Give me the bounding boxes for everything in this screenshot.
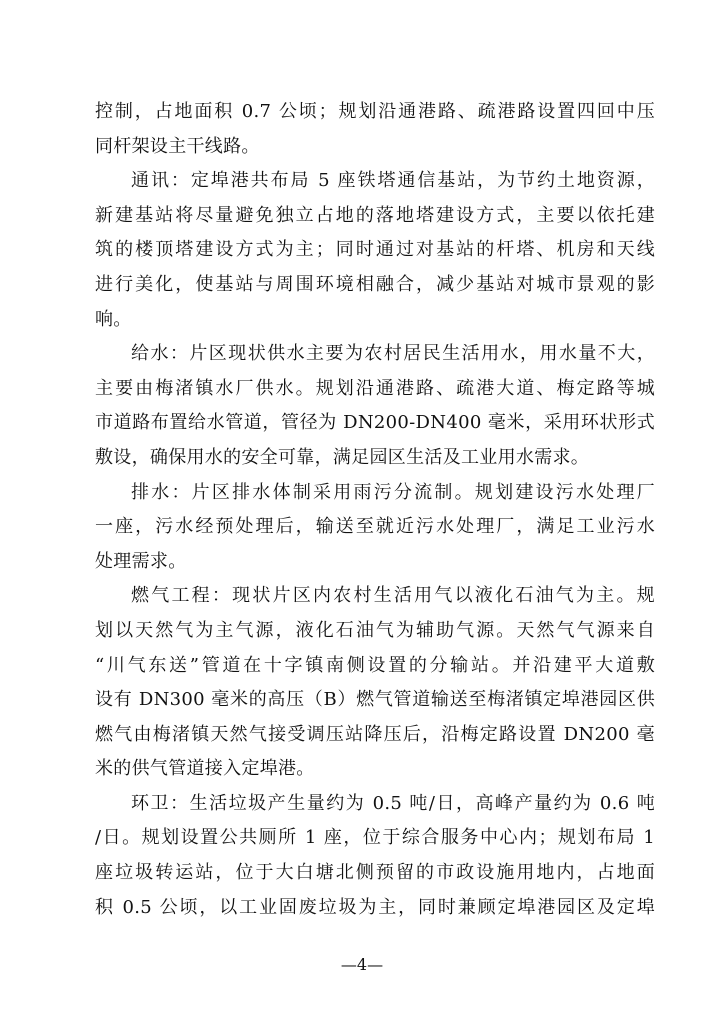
paragraph-line: 同杆架设主干线路。	[95, 135, 260, 157]
paragraph-line: 划以天然气为主气源，液化石油气为辅助气源。天然气气源来自	[95, 619, 655, 641]
paragraph-line: 积 0.5 公顷，以工业固废垃圾为主，同时兼顾定埠港园区及定埠	[95, 896, 655, 918]
paragraph-line: 控制，占地面积 0.7 公顷；规划沿通港路、疏港路设置四回中压	[95, 101, 655, 122]
paragraph-line: 通讯：定埠港共布局 5 座铁塔通信基站，为节约土地资源，	[131, 170, 655, 192]
paragraph-line: 新建基站将尽量避免独立占地的落地塔建设方式，主要以依托建	[95, 204, 655, 226]
paragraph-line: 敷设，确保用水的安全可靠，满足园区生活及工业用水需求。	[95, 446, 590, 468]
paragraph-line: 排水：片区排水体制采用雨污分流制。规划建设污水处理厂	[131, 481, 655, 503]
paragraph-line: 筑的楼顶塔建设方式为主；同时通过对基站的杆塔、机房和天线	[95, 239, 655, 261]
paragraph-line: 燃气工程：现状片区内农村生活用气以液化石油气为主。规	[131, 585, 655, 607]
paragraph-line: 处理需求。	[95, 550, 187, 572]
paragraph-line: 设有 DN300 毫米的高压（B）燃气管道输送至梅渚镇定埠港园区供	[95, 689, 655, 711]
paragraph-line: 一座，污水经预处理后，输送至就近污水处理厂，满足工业污水	[95, 516, 655, 538]
paragraph-line: 环卫：生活垃圾产生量约为 0.5 吨/日，高峰产量约为 0.6 吨	[131, 792, 655, 814]
paragraph-line: 响。	[95, 308, 132, 330]
paragraph-line: 燃气由梅渚镇天然气接受调压站降压后，沿梅定路设置 DN200 毫	[95, 723, 655, 745]
paragraph-line: /日。规划设置公共厕所 1 座，位于综合服务中心内；规划布局 1	[95, 827, 655, 849]
paragraph-line: 座垃圾转运站，位于大白塘北侧预留的市政设施用地内，占地面	[95, 862, 655, 884]
paragraph-line: 进行美化，使基站与周围环境相融合，减少基站对城市景观的影	[95, 273, 655, 295]
paragraph-line: 主要由梅渚镇水厂供水。规划沿通港路、疏港大道、梅定路等城	[95, 377, 655, 399]
page-number: —4—	[340, 955, 384, 974]
paragraph-line: 米的供气管道接入定埠港。	[95, 758, 315, 780]
paragraph-line: “川气东送”管道在十字镇南侧设置的分输站。并沿建平大道敷	[95, 654, 655, 676]
paragraph-line: 市道路布置给水管道，管径为 DN200-DN400 毫米，采用环状形式	[95, 412, 655, 434]
body-text	[95, 95, 655, 925]
paragraph-line: 给水：片区现状供水主要为农村居民生活用水，用水量不大，	[131, 343, 655, 365]
